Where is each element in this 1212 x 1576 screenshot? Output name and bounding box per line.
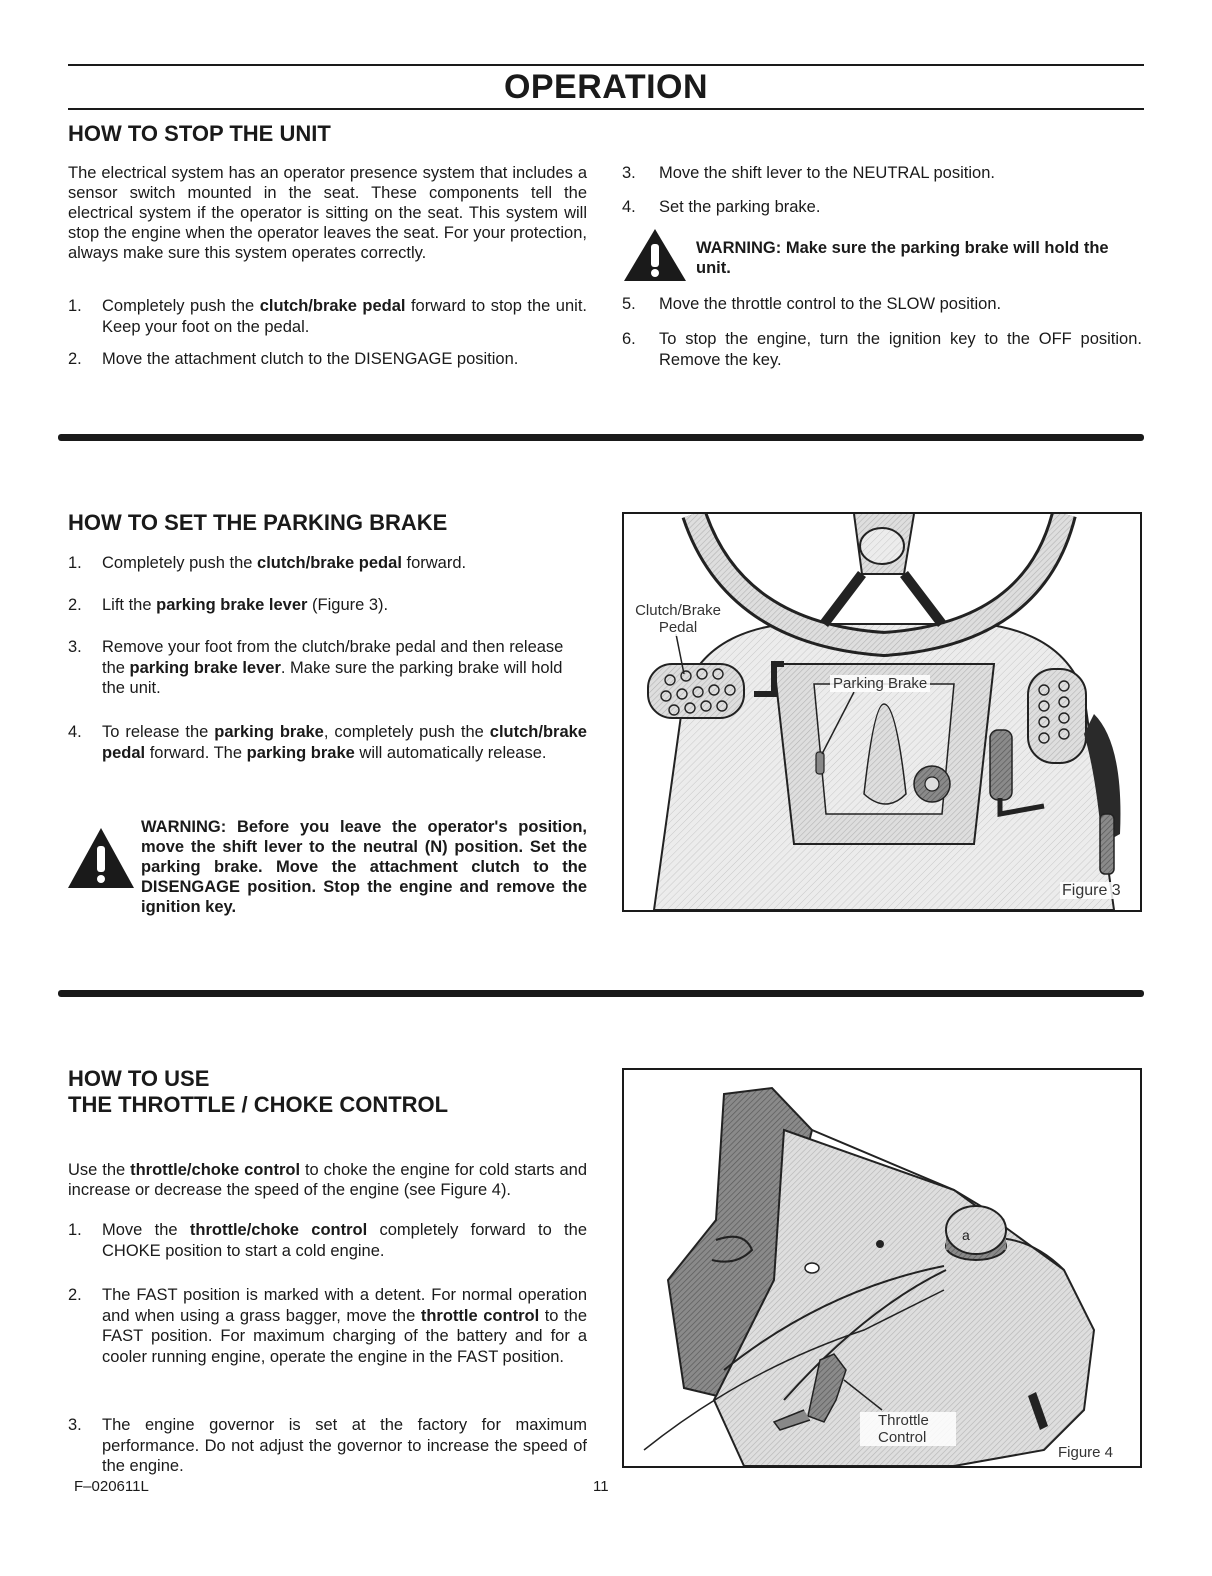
step-number: 1.	[68, 297, 82, 315]
section-divider	[58, 990, 1144, 997]
stop-step-2: 2. Move the attachment clutch to the DISENGAGE position.	[68, 350, 519, 368]
brake-step-3: 3. Remove your foot from the clutch/brake pedal and then release the parking brake lever. Make sure the parking brake will hold the unit.	[68, 638, 564, 697]
warning-triangle-icon	[622, 227, 688, 283]
header-top-rule	[68, 64, 1144, 66]
stop-step-5: 5. Move the throttle control to the SLOW position.	[622, 295, 1002, 313]
figure-4	[622, 1068, 1142, 1468]
figure-3	[622, 512, 1142, 912]
header-bottom-rule	[68, 108, 1144, 110]
throttle-heading-line-2: THE THROTTLE / CHOKE CONTROL	[68, 1092, 449, 1117]
figure-4-caption: Figure 4	[1058, 1444, 1114, 1461]
stop-unit-warning: WARNING: Make sure the parking brake will hold the unit.	[696, 239, 1109, 277]
stop-step-4: 4. Set the parking brake.	[622, 198, 821, 216]
stop-unit-intro: The electrical system has an operator presence system that includes a sensor switch mounted in the seat. These components tell the electrical system if the operator is sitting on the seat. This system will stop the engine when the operator leaves the seat. For your protection, always make sure this system operates correctly.	[68, 164, 587, 262]
figure-4-illustration	[624, 1070, 1140, 1466]
page-title: OPERATION	[503, 68, 709, 106]
brake-step-4: 4. To release the parking brake, completely push the clutch/brake pedal forward. The parking brake will automatically release.	[68, 723, 587, 762]
warning-triangle-icon	[66, 826, 136, 890]
throttle-intro: Use the throttle/choke control to choke the engine for cold starts and increase or decrease the speed of the engine (see Figure 4).	[68, 1161, 587, 1199]
stop-unit-heading: HOW TO STOP THE UNIT	[68, 121, 331, 146]
page-number: 11	[593, 1478, 609, 1495]
svg-text:a: a	[962, 1227, 970, 1243]
stop-step-1	[68, 296, 587, 338]
figure-4-label-throttle: Throttle Control	[860, 1412, 956, 1446]
figure-3-label-brake: Parking Brake	[830, 675, 930, 692]
parking-brake-warning: WARNING: Before you leave the operator's position, move the shift lever to the neutral (N) position. Set the parking brake. Move the attachment clutch to the DISENGAGE position. Stop the engine and remove the ignition key.	[141, 818, 587, 916]
throttle-heading-line-1: HOW TO USE	[68, 1066, 210, 1091]
section-divider	[58, 434, 1144, 441]
figure-3-label-pedal: Clutch/Brake Pedal	[628, 602, 728, 636]
stop-step-6: 6. To stop the engine, turn the ignition key to the OFF position. Remove the key.	[622, 330, 1142, 369]
step-text: Completely push the clutch/brake pedal forward to stop the unit. Keep your foot on the pedal.	[102, 297, 587, 336]
document-code: F–020611L	[74, 1478, 149, 1495]
figure-3-caption: Figure 3	[1062, 882, 1121, 899]
brake-step-2: 2. Lift the parking brake lever (Figure 3).	[68, 596, 389, 614]
throttle-step-2: 2. The FAST position is marked with a detent. For normal operation and when using a grass bagger, move the throttle control to the FAST position. For maximum charging of the battery and for a cooler running engine, operate the engine in the FAST position.	[68, 1286, 587, 1366]
brake-step-1: 1. Completely push the clutch/brake pedal forward.	[68, 554, 467, 572]
throttle-step-3: 3. The engine governor is set at the factory for maximum performance. Do not adjust the governor to increase the speed of the engine.	[68, 1416, 587, 1475]
figure-3-illustration	[624, 514, 1140, 910]
stop-step-3: 3. Move the shift lever to the NEUTRAL position.	[622, 164, 995, 182]
parking-brake-heading: HOW TO SET THE PARKING BRAKE	[68, 510, 448, 535]
throttle-step-1: 1. Move the throttle/choke control completely forward to the CHOKE position to start a cold engine.	[68, 1221, 587, 1260]
